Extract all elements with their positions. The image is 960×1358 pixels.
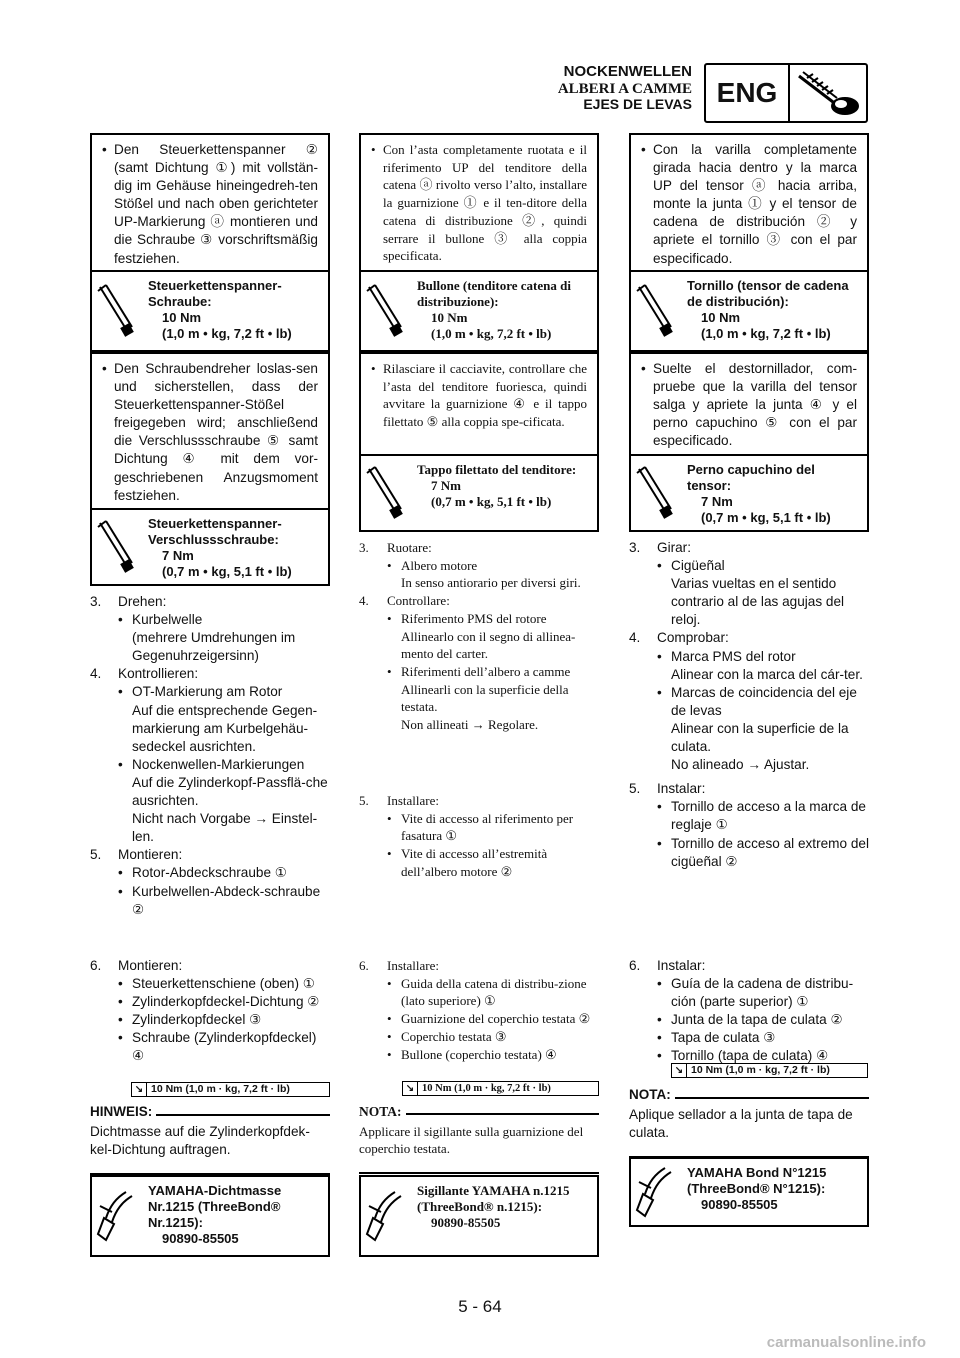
list-item-detail: Allinearlo con il segno di allinea-mento del carter.: [401, 628, 576, 662]
instruction-box-2: [359, 352, 599, 454]
header-title-de: NOCKENWELLEN: [563, 63, 692, 80]
list-item-detail: Alinear con la marca del cár-ter.: [671, 666, 863, 682]
wrench-icon: [361, 272, 409, 350]
list-item: • Marca PMS del rotor: [657, 648, 869, 666]
torque-bar-value: 10 Nm (1,0 m · kg, 7,2 ft · lb): [417, 1082, 551, 1095]
list-item-detail: Auf die Zylinderkopf-Passflä-che ausrichten.: [132, 774, 328, 809]
step-number: 3.: [90, 594, 102, 609]
instruction-box-2: [629, 352, 869, 454]
list-item-detail: In senso antiorario per diversi giri.: [401, 575, 581, 591]
wrench-icon: [361, 456, 409, 530]
torque-value-nm: 10 Nm: [431, 310, 468, 325]
list-item: • Tapa de culata ③: [657, 1029, 869, 1047]
note-body: Applicare il sigillante sulla guarnizione del coperchio testata.: [359, 1123, 584, 1157]
list-item: • Tornillo de acceso al extremo del cigüeñal ②: [657, 835, 869, 871]
sealant-title: Sigillante YAMAHA n.1215 (ThreeBond® n.1215):: [417, 1183, 570, 1214]
step-title: Instalar:: [657, 958, 706, 973]
torque-spec-2: [629, 454, 869, 532]
wrench-icon: [631, 272, 679, 350]
step-title: Installare:: [387, 793, 439, 808]
sealant-tool-icon: [361, 1177, 409, 1255]
torque-bar: [671, 1063, 868, 1078]
step-number: 4.: [629, 630, 641, 646]
instruction-text: • Con la varilla completamente girada hacia dentro y la marca UP del tensor ⓐ hacia arriba, monte la junta ① y el tensor de cadena de distribución ② y apriete el tornillo ③ con el par especificado.: [641, 141, 857, 268]
steps-3-5: [90, 593, 330, 919]
torque-title: Bullone (tenditore catena di distribuzione):: [417, 278, 571, 309]
list-item: • Tornillo (tapa de culata) ④: [657, 1047, 869, 1065]
torque-bar-value: 10 Nm (1,0 m · kg, 7,2 ft · lb): [686, 1064, 830, 1077]
camshaft-icon: [790, 65, 866, 121]
list-item: • Nockenwellen-Markierungen: [118, 756, 330, 774]
torque-title: Tornillo (tensor de cadena de distribución):: [687, 278, 849, 309]
step-title: Instalar:: [657, 781, 706, 797]
instruction-box-1: [629, 133, 869, 270]
list-item-detail: Varias vueltas en el sentido contrario al de las agujas del reloj.: [671, 576, 845, 628]
step-title: Installare:: [387, 958, 439, 973]
torque-value-alt: (1,0 m • kg, 7,2 ft • lb): [431, 326, 552, 341]
list-item: • Albero motore: [387, 557, 599, 575]
torque-spec-2: [359, 454, 599, 532]
torque-value-alt: (0,7 m • kg, 5,1 ft • lb): [701, 510, 831, 525]
list-item: • Guarnizione del coperchio testata ②: [387, 1010, 599, 1028]
sealant-tool-icon: [92, 1177, 140, 1255]
sealant-tool-icon: [631, 1159, 679, 1225]
wrench-small-icon: ↘: [674, 1065, 684, 1076]
note-block: [359, 1103, 599, 1174]
sealant-spec: [359, 1175, 599, 1257]
eng-badge: [704, 63, 868, 123]
sealant-spec: [90, 1175, 330, 1257]
step-title: Comprobar:: [657, 630, 729, 646]
list-item: • OT-Markierung am Rotor: [118, 683, 330, 701]
watermark: carmanualsonline.info: [766, 1334, 926, 1351]
step-number: 4.: [90, 666, 102, 682]
torque-bar: [131, 1082, 330, 1097]
wrench-icon: [631, 456, 679, 530]
instruction-box-2: [90, 352, 330, 508]
torque-spec-1: [90, 270, 330, 352]
torque-value-nm: 10 Nm: [701, 310, 741, 325]
list-item: • Kurbelwelle: [118, 611, 330, 629]
list-item: • Steuerkettenschiene (oben) ①: [118, 975, 330, 993]
sealant-part-number: 90890-85505: [431, 1215, 501, 1230]
list-item: • Guida della catena di distribu-zione (lato superiore) ①: [387, 975, 599, 1010]
step-number: 6.: [90, 958, 102, 973]
step-title: Drehen:: [118, 594, 167, 609]
sealant-spec: [629, 1157, 869, 1227]
list-item-detail: Alinear con la superficie de la culata.: [671, 720, 849, 755]
list-item: • Bullone (coperchio testata) ④: [387, 1046, 599, 1064]
list-item: • Tornillo de acceso a la marca de reglaje ①: [657, 798, 869, 834]
list-item-detail: No alineado → Ajustar.: [671, 757, 810, 773]
instruction-text: • Con l’asta completamente ruotata e il riferimento UP del tenditore della catena ⓐ rivolto verso l’alto, installare la guarnizione ① e il ten-ditore della catena di distribuzione ②, quindi serrare il bullone ③ alla coppia specificata.: [371, 141, 587, 265]
torque-spec-1: [629, 270, 869, 352]
page-number: 5 - 64: [458, 1297, 502, 1316]
list-item: • Marcas de coincidencia del eje de levas: [657, 684, 869, 720]
instruction-text: • Rilasciare il cacciavite, controllare che l’asta del tenditore fuoriesca, quindi avvitare la guarnizione ④ e il tappo filettato ⑤ alla coppia spe-cificata.: [371, 360, 587, 431]
step-title: Montieren:: [118, 958, 183, 973]
list-item: • Riferimento PMS del rotore: [387, 610, 599, 628]
instruction-text: • Den Steuerkettenspanner ② (samt Dichtung ①) mit vollstän-dig im Gehäuse hineingedreh-ten Stößel und nach oben gerichteter UP-Markierung ⓐ montieren und die Schraube ③ vorschriftsmäßig festziehen.: [102, 141, 318, 268]
step-number: 5.: [629, 781, 641, 797]
steps-3-4: [359, 539, 599, 734]
note-heading: NOTA:: [629, 1087, 671, 1102]
torque-value-nm: 7 Nm: [431, 478, 461, 493]
list-item: • Schraube (Zylinderkopfdeckel) ④: [118, 1029, 330, 1065]
step-number: 3.: [359, 540, 369, 555]
step-number: 3.: [629, 540, 641, 555]
torque-spec-1: [359, 270, 599, 352]
step-6: [359, 957, 599, 1063]
torque-bar-value: 10 Nm (1,0 m · kg, 7,2 ft · lb): [146, 1083, 290, 1096]
list-item: • Guía de la cadena de distribu-ción (parte superior) ①: [657, 975, 869, 1011]
list-item-detail: Auf die entsprechende Gegen-markierung am Kurbelgehäu-sedeckel ausrichten.: [132, 702, 318, 754]
step-number: 5.: [359, 793, 369, 808]
sealant-title: YAMAHA Bond N°1215 (ThreeBond® N°1215):: [687, 1165, 827, 1196]
header-title-it: ALBERI A CAMME: [557, 81, 692, 97]
step-6: [90, 957, 330, 1066]
torque-value-alt: (1,0 m • kg, 7,2 ft • lb): [162, 326, 292, 341]
list-item: • Junta de la tapa de culata ②: [657, 1011, 869, 1029]
list-item: • Kurbelwellen-Abdeck-schraube ②: [118, 883, 330, 919]
list-item: • Zylinderkopfdeckel-Dichtung ②: [118, 993, 330, 1011]
torque-value-nm: 7 Nm: [701, 494, 733, 509]
torque-title: Steuerkettenspanner-Verschlussschraube:: [148, 516, 282, 547]
list-item: • Vite di accesso all’estremità dell’albero motore ②: [387, 845, 599, 880]
torque-value-alt: (0,7 m • kg, 5,1 ft • lb): [431, 494, 552, 509]
list-item: • Zylinderkopfdeckel ③: [118, 1011, 330, 1029]
instruction-box-1: [90, 133, 330, 270]
step-number: 4.: [359, 593, 369, 609]
sealant-part-number: 90890-85505: [162, 1231, 239, 1246]
torque-value-nm: 7 Nm: [162, 548, 194, 563]
torque-value-alt: (0,7 m • kg, 5,1 ft • lb): [162, 564, 292, 579]
list-item: • Vite di accesso al riferimento per fasatura ①: [387, 810, 599, 845]
sealant-title: YAMAHA-Dichtmasse Nr.1215 (ThreeBond® Nr.1215):: [148, 1183, 282, 1230]
note-heading: HINWEIS:: [90, 1104, 153, 1119]
torque-title: Perno capuchino del tensor:: [687, 462, 815, 493]
step-title: Kontrollieren:: [118, 666, 199, 682]
torque-title: Tappo filettato del tenditore:: [417, 462, 577, 477]
wrench-icon: [92, 510, 140, 584]
torque-title: Steuerkettenspanner-Schraube:: [148, 278, 282, 309]
torque-value-nm: 10 Nm: [162, 310, 202, 325]
instruction-text: • Suelte el destornillador, com-pruebe que la varilla del tensor salga y apriete la junta ④ y el perno capuchino ⑤ con el par especificado.: [641, 360, 857, 450]
step-6: [629, 957, 869, 1066]
torque-bar: [402, 1081, 599, 1096]
torque-value-alt: (1,0 m • kg, 7,2 ft • lb): [701, 326, 831, 341]
wrench-small-icon: ↘: [405, 1083, 415, 1094]
wrench-small-icon: ↘: [134, 1084, 144, 1095]
sealant-part-number: 90890-85505: [701, 1197, 778, 1212]
steps-3-5: [629, 539, 869, 871]
note-block: [629, 1086, 869, 1158]
list-item-detail: Non allineati → Regolare.: [401, 717, 539, 733]
wrench-icon: [92, 272, 140, 350]
eng-label: ENG: [706, 65, 790, 121]
note-block: [90, 1103, 330, 1175]
step-number: 6.: [359, 958, 369, 973]
step-number: 6.: [629, 958, 641, 973]
list-item-detail: Allinearli con la superficie della testata.: [401, 681, 569, 715]
list-item: • Rotor-Abdeckschraube ①: [118, 864, 330, 882]
instruction-text: • Den Schraubendreher loslas-sen und sicherstellen, dass der Steuerkettenspanner-Stößel freigegeben wird; anschließend die Verschlussschraube ⑤ samt Dichtung ④ mit dem vor-geschriebenen Anzugsmoment festziehen.: [102, 360, 318, 505]
step-title: Montieren:: [118, 847, 183, 863]
step-title: Ruotare:: [387, 540, 432, 555]
note-body: Aplique sellador a la junta de tapa de culata.: [629, 1107, 853, 1141]
list-item-detail: (mehrere Umdrehungen im Gegenuhrzeigersinn): [132, 630, 296, 664]
step-title: Controllare:: [387, 593, 450, 609]
list-item: • Riferimenti dell’albero a camme: [387, 663, 599, 681]
note-heading: NOTA:: [359, 1104, 402, 1119]
note-body: Dichtmasse auf die Zylinderkopfdek-kel-Dichtung auftragen.: [90, 1124, 310, 1158]
list-item: • Cigüeñal: [657, 557, 869, 575]
step-title: Girar:: [657, 540, 691, 555]
step-number: 5.: [90, 847, 102, 863]
torque-spec-2: [90, 508, 330, 586]
list-item: • Coperchio testata ③: [387, 1028, 599, 1046]
step-5: [359, 792, 599, 881]
list-item-detail: Nicht nach Vorgabe → Einstel-len.: [132, 811, 318, 845]
instruction-box-1: [359, 133, 599, 270]
header-title-es: EJES DE LEVAS: [583, 96, 692, 112]
